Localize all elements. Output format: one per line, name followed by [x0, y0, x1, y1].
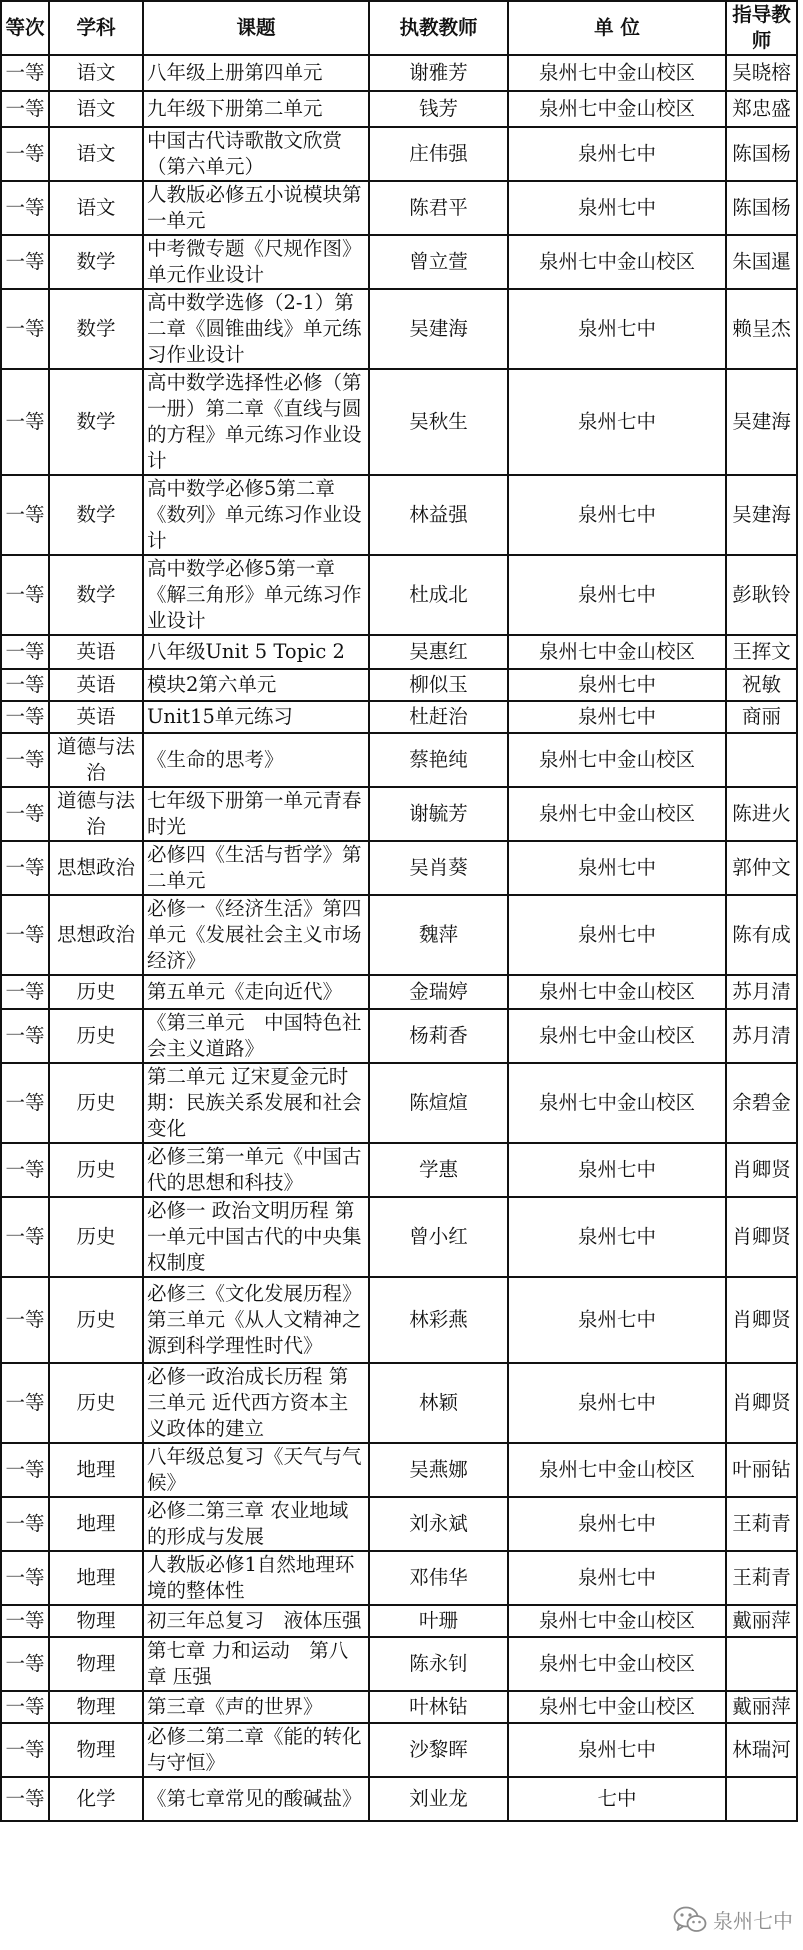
cell-teacher: 刘永斌 [369, 1497, 508, 1551]
cell-guide: 彭耿铃 [726, 555, 797, 635]
header-teacher: 执教教师 [369, 1, 508, 55]
cell-rank: 一等 [1, 1497, 49, 1551]
cell-unit: 泉州七中金山校区 [508, 235, 726, 289]
cell-topic: 中考微专题《尺规作图》单元作业设计 [143, 235, 369, 289]
cell-topic: 高中数学必修5第二章《数列》单元练习作业设计 [143, 475, 369, 555]
cell-topic: 八年级上册第四单元 [143, 55, 369, 91]
cell-unit: 泉州七中金山校区 [508, 1009, 726, 1063]
cell-guide: 王挥文 [726, 635, 797, 669]
watermark [673, 1905, 793, 1934]
header-guide: 指导教师 [726, 1, 797, 55]
cell-rank: 一等 [1, 127, 49, 181]
header-topic: 课题 [143, 1, 369, 55]
cell-teacher: 杨莉香 [369, 1009, 508, 1063]
cell-unit: 泉州七中 [508, 181, 726, 235]
cell-teacher: 吴建海 [369, 289, 508, 369]
cell-subject: 语文 [49, 55, 143, 91]
cell-teacher: 蔡艳纯 [369, 733, 508, 787]
cell-topic: 必修三《文化发展历程》第三单元《从人文精神之源到科学理性时代》 [143, 1277, 369, 1363]
cell-rank: 一等 [1, 1551, 49, 1605]
cell-unit: 泉州七中金山校区 [508, 1063, 726, 1143]
cell-subject: 数学 [49, 235, 143, 289]
cell-subject: 语文 [49, 181, 143, 235]
cell-subject: 历史 [49, 975, 143, 1009]
header-subject: 学科 [49, 1, 143, 55]
table-row [1, 127, 797, 181]
cell-teacher: 谢雅芳 [369, 55, 508, 91]
cell-unit: 泉州七中 [508, 1363, 726, 1443]
cell-unit: 泉州七中 [508, 555, 726, 635]
cell-topic: 第七章 力和运动 第八章 压强 [143, 1637, 369, 1691]
cell-subject: 数学 [49, 289, 143, 369]
cell-teacher: 庄伟强 [369, 127, 508, 181]
cell-unit: 泉州七中金山校区 [508, 975, 726, 1009]
cell-unit: 泉州七中金山校区 [508, 733, 726, 787]
cell-rank: 一等 [1, 1691, 49, 1723]
cell-topic: 中国古代诗歌散文欣赏（第六单元） [143, 127, 369, 181]
table-row [1, 635, 797, 669]
cell-subject: 道德与法治 [49, 733, 143, 787]
cell-topic: 必修三第一单元《中国古代的思想和科技》 [143, 1143, 369, 1197]
cell-topic: 高中数学选修（2-1）第二章《圆锥曲线》单元练习作业设计 [143, 289, 369, 369]
cell-guide: 苏月清 [726, 975, 797, 1009]
award-table-body [1, 55, 797, 1821]
cell-teacher: 柳似玉 [369, 669, 508, 701]
cell-rank: 一等 [1, 1637, 49, 1691]
cell-unit: 泉州七中 [508, 1143, 726, 1197]
cell-teacher: 沙黎晖 [369, 1723, 508, 1777]
cell-rank: 一等 [1, 1443, 49, 1497]
cell-unit: 泉州七中 [508, 1497, 726, 1551]
cell-topic: 第五单元《走向近代》 [143, 975, 369, 1009]
cell-guide: 戴丽萍 [726, 1691, 797, 1723]
cell-subject: 语文 [49, 91, 143, 127]
header-row [1, 1, 797, 55]
cell-subject: 地理 [49, 1443, 143, 1497]
header-rank: 等次 [1, 1, 49, 55]
table-row [1, 475, 797, 555]
cell-guide: 陈国杨 [726, 127, 797, 181]
cell-subject: 思想政治 [49, 895, 143, 975]
table-row [1, 1691, 797, 1723]
cell-guide [726, 1777, 797, 1821]
cell-subject: 数学 [49, 555, 143, 635]
cell-subject: 历史 [49, 1143, 143, 1197]
cell-guide: 陈进火 [726, 787, 797, 841]
cell-guide [726, 733, 797, 787]
cell-topic: 必修一政治成长历程 第三单元 近代西方资本主义政体的建立 [143, 1363, 369, 1443]
cell-teacher: 林益强 [369, 475, 508, 555]
cell-rank: 一等 [1, 475, 49, 555]
cell-rank: 一等 [1, 55, 49, 91]
cell-guide: 肖卿贤 [726, 1363, 797, 1443]
cell-teacher: 魏萍 [369, 895, 508, 975]
cell-rank: 一等 [1, 289, 49, 369]
table-row [1, 1363, 797, 1443]
table-row [1, 1063, 797, 1143]
cell-teacher: 曾立萱 [369, 235, 508, 289]
cell-subject: 化学 [49, 1777, 143, 1821]
table-row [1, 701, 797, 733]
cell-guide: 吴建海 [726, 475, 797, 555]
cell-teacher: 吴惠红 [369, 635, 508, 669]
cell-teacher: 邓伟华 [369, 1551, 508, 1605]
cell-topic: 《第七章常见的酸碱盐》 [143, 1777, 369, 1821]
cell-rank: 一等 [1, 635, 49, 669]
cell-topic: 必修二第二章《能的转化与守恒》 [143, 1723, 369, 1777]
cell-rank: 一等 [1, 555, 49, 635]
cell-unit: 泉州七中金山校区 [508, 55, 726, 91]
table-row [1, 555, 797, 635]
cell-subject: 语文 [49, 127, 143, 181]
cell-subject: 历史 [49, 1277, 143, 1363]
cell-rank: 一等 [1, 1605, 49, 1637]
cell-guide: 商丽 [726, 701, 797, 733]
cell-teacher: 杜成北 [369, 555, 508, 635]
cell-unit: 七中 [508, 1777, 726, 1821]
cell-teacher: 吴燕娜 [369, 1443, 508, 1497]
cell-unit: 泉州七中 [508, 475, 726, 555]
table-row [1, 733, 797, 787]
wechat-logo-icon [673, 1906, 707, 1934]
cell-subject: 历史 [49, 1063, 143, 1143]
cell-guide: 朱国暹 [726, 235, 797, 289]
cell-guide: 郑忠盛 [726, 91, 797, 127]
cell-teacher: 吴肖葵 [369, 841, 508, 895]
cell-guide: 祝敏 [726, 669, 797, 701]
cell-subject: 道德与法治 [49, 787, 143, 841]
cell-unit: 泉州七中 [508, 1277, 726, 1363]
cell-unit: 泉州七中 [508, 669, 726, 701]
table-row [1, 1277, 797, 1363]
cell-rank: 一等 [1, 181, 49, 235]
cell-guide: 肖卿贤 [726, 1277, 797, 1363]
cell-subject: 历史 [49, 1009, 143, 1063]
table-row [1, 289, 797, 369]
table-row [1, 369, 797, 475]
cell-unit: 泉州七中 [508, 289, 726, 369]
cell-rank: 一等 [1, 91, 49, 127]
cell-unit: 泉州七中 [508, 369, 726, 475]
cell-rank: 一等 [1, 1277, 49, 1363]
cell-teacher: 叶珊 [369, 1605, 508, 1637]
table-row [1, 1009, 797, 1063]
cell-rank: 一等 [1, 1363, 49, 1443]
cell-unit: 泉州七中金山校区 [508, 635, 726, 669]
cell-topic: 必修二第三章 农业地域的形成与发展 [143, 1497, 369, 1551]
table-row [1, 1723, 797, 1777]
cell-topic: 必修一《经济生活》第四单元《发展社会主义市场经济》 [143, 895, 369, 975]
cell-teacher: 学惠 [369, 1143, 508, 1197]
cell-guide: 吴晓榕 [726, 55, 797, 91]
cell-subject: 数学 [49, 369, 143, 475]
table-row [1, 91, 797, 127]
cell-topic: 高中数学必修5第一章《解三角形》单元练习作业设计 [143, 555, 369, 635]
header-unit: 单 位 [508, 1, 726, 55]
cell-guide: 吴建海 [726, 369, 797, 475]
cell-rank: 一等 [1, 669, 49, 701]
cell-unit: 泉州七中金山校区 [508, 1637, 726, 1691]
cell-rank: 一等 [1, 895, 49, 975]
cell-subject: 地理 [49, 1551, 143, 1605]
table-row [1, 235, 797, 289]
cell-subject: 思想政治 [49, 841, 143, 895]
cell-rank: 一等 [1, 841, 49, 895]
cell-subject: 英语 [49, 635, 143, 669]
cell-rank: 一等 [1, 701, 49, 733]
cell-topic: Unit15单元练习 [143, 701, 369, 733]
cell-rank: 一等 [1, 369, 49, 475]
cell-topic: 必修四《生活与哲学》第二单元 [143, 841, 369, 895]
cell-unit: 泉州七中 [508, 1723, 726, 1777]
cell-teacher: 叶林钻 [369, 1691, 508, 1723]
cell-teacher: 杜赶治 [369, 701, 508, 733]
cell-unit: 泉州七中金山校区 [508, 91, 726, 127]
cell-topic: 必修一 政治文明历程 第一单元中国古代的中央集权制度 [143, 1197, 369, 1277]
cell-subject: 地理 [49, 1497, 143, 1551]
cell-guide: 王莉青 [726, 1497, 797, 1551]
cell-topic: 九年级下册第二单元 [143, 91, 369, 127]
cell-guide: 戴丽萍 [726, 1605, 797, 1637]
cell-rank: 一等 [1, 1777, 49, 1821]
cell-guide: 王莉青 [726, 1551, 797, 1605]
cell-rank: 一等 [1, 975, 49, 1009]
cell-unit: 泉州七中金山校区 [508, 1443, 726, 1497]
table-row [1, 1143, 797, 1197]
cell-unit: 泉州七中 [508, 841, 726, 895]
cell-teacher: 钱芳 [369, 91, 508, 127]
table-row [1, 841, 797, 895]
cell-teacher: 陈君平 [369, 181, 508, 235]
table-row [1, 1605, 797, 1637]
cell-topic: 八年级Unit 5 Topic 2 [143, 635, 369, 669]
cell-subject: 物理 [49, 1723, 143, 1777]
cell-unit: 泉州七中金山校区 [508, 1605, 726, 1637]
cell-guide: 苏月清 [726, 1009, 797, 1063]
cell-guide: 郭仲文 [726, 841, 797, 895]
cell-topic: 高中数学选择性必修（第一册）第二章《直线与圆的方程》单元练习作业设计 [143, 369, 369, 475]
cell-topic: 模块2第六单元 [143, 669, 369, 701]
cell-unit: 泉州七中 [508, 895, 726, 975]
cell-topic: 人教版必修五小说模块第一单元 [143, 181, 369, 235]
cell-unit: 泉州七中金山校区 [508, 1691, 726, 1723]
cell-topic: 八年级总复习《天气与气候》 [143, 1443, 369, 1497]
table-row [1, 55, 797, 91]
cell-subject: 物理 [49, 1691, 143, 1723]
table-row [1, 1497, 797, 1551]
table-row [1, 1197, 797, 1277]
table-row [1, 1443, 797, 1497]
cell-unit: 泉州七中 [508, 1197, 726, 1277]
cell-rank: 一等 [1, 787, 49, 841]
cell-unit: 泉州七中 [508, 127, 726, 181]
cell-teacher: 林彩燕 [369, 1277, 508, 1363]
cell-subject: 数学 [49, 475, 143, 555]
cell-rank: 一等 [1, 1143, 49, 1197]
cell-guide: 陈国杨 [726, 181, 797, 235]
table-row [1, 669, 797, 701]
cell-subject: 英语 [49, 669, 143, 701]
cell-teacher: 陈永钊 [369, 1637, 508, 1691]
table-row [1, 787, 797, 841]
cell-topic: 《生命的思考》 [143, 733, 369, 787]
cell-rank: 一等 [1, 1009, 49, 1063]
table-row [1, 1551, 797, 1605]
watermark-text: 泉州七中 [713, 1909, 793, 1933]
table-row [1, 1637, 797, 1691]
cell-rank: 一等 [1, 235, 49, 289]
cell-guide: 林瑞河 [726, 1723, 797, 1777]
cell-subject: 物理 [49, 1605, 143, 1637]
cell-teacher: 谢毓芳 [369, 787, 508, 841]
cell-topic: 人教版必修1自然地理环境的整体性 [143, 1551, 369, 1605]
cell-rank: 一等 [1, 1063, 49, 1143]
cell-topic: 《第三单元 中国特色社会主义道路》 [143, 1009, 369, 1063]
cell-unit: 泉州七中 [508, 701, 726, 733]
cell-topic: 第二单元 辽宋夏金元时期：民族关系发展和社会变化 [143, 1063, 369, 1143]
cell-topic: 七年级下册第一单元青春时光 [143, 787, 369, 841]
cell-guide: 肖卿贤 [726, 1197, 797, 1277]
table-row [1, 181, 797, 235]
table-row [1, 895, 797, 975]
cell-teacher: 金瑞婷 [369, 975, 508, 1009]
cell-teacher: 曾小红 [369, 1197, 508, 1277]
table-row [1, 1777, 797, 1821]
cell-rank: 一等 [1, 733, 49, 787]
cell-topic: 初三年总复习 液体压强 [143, 1605, 369, 1637]
cell-teacher: 刘业龙 [369, 1777, 508, 1821]
cell-subject: 历史 [49, 1197, 143, 1277]
cell-guide: 余碧金 [726, 1063, 797, 1143]
cell-subject: 物理 [49, 1637, 143, 1691]
cell-rank: 一等 [1, 1197, 49, 1277]
cell-guide [726, 1637, 797, 1691]
cell-rank: 一等 [1, 1723, 49, 1777]
cell-guide: 赖呈杰 [726, 289, 797, 369]
cell-unit: 泉州七中金山校区 [508, 787, 726, 841]
table-row [1, 975, 797, 1009]
cell-guide: 叶丽钻 [726, 1443, 797, 1497]
cell-subject: 历史 [49, 1363, 143, 1443]
cell-teacher: 林颖 [369, 1363, 508, 1443]
cell-subject: 英语 [49, 701, 143, 733]
cell-teacher: 吴秋生 [369, 369, 508, 475]
cell-guide: 陈有成 [726, 895, 797, 975]
cell-unit: 泉州七中 [508, 1551, 726, 1605]
cell-guide: 肖卿贤 [726, 1143, 797, 1197]
cell-teacher: 陈煊煊 [369, 1063, 508, 1143]
cell-topic: 第三章《声的世界》 [143, 1691, 369, 1723]
